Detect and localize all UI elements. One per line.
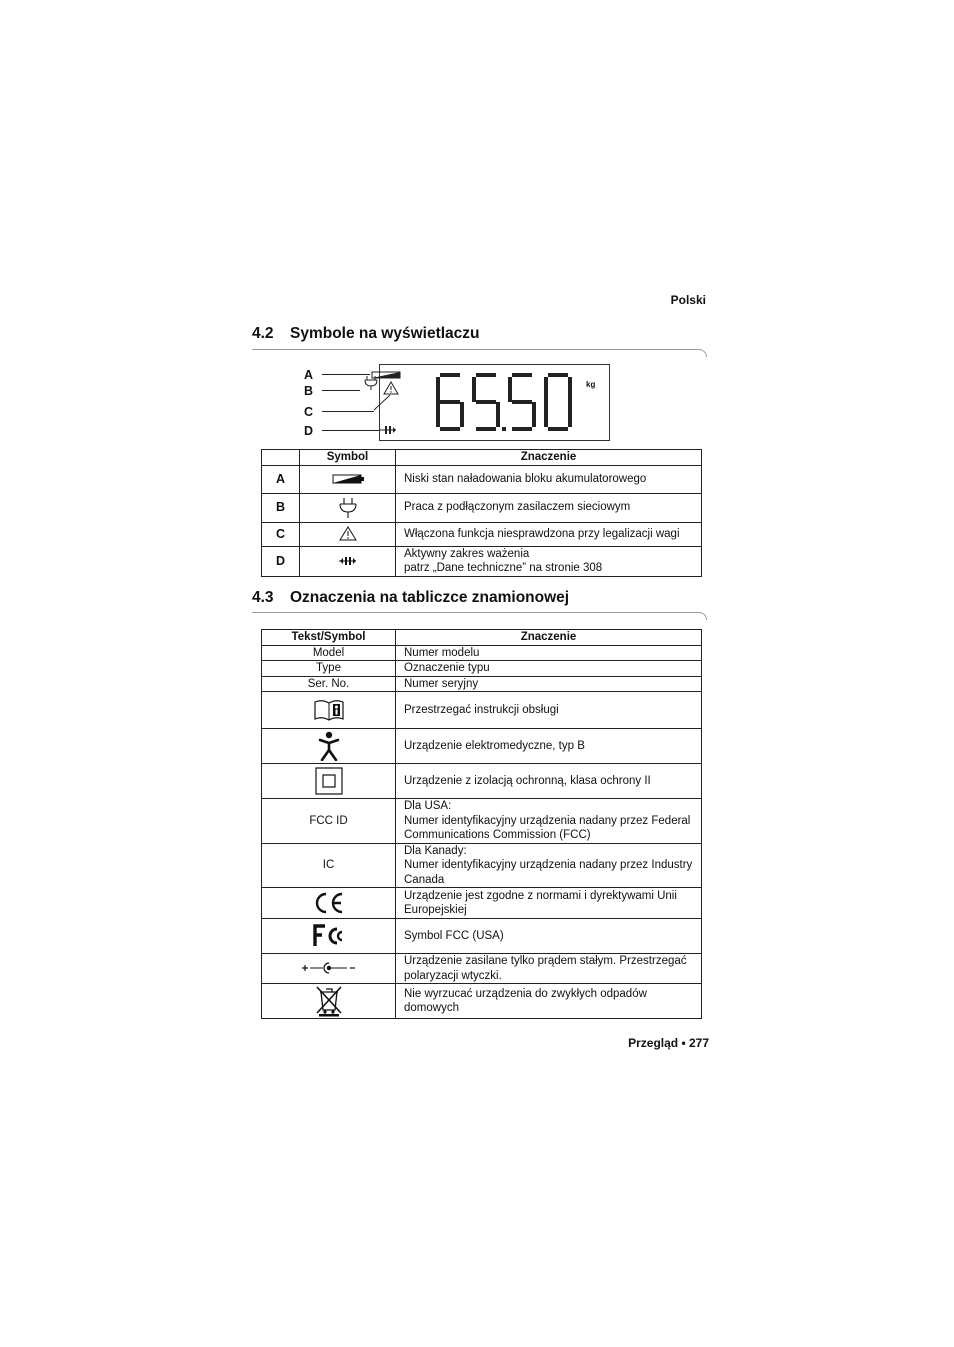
unit-label: kg: [586, 380, 596, 389]
instruction-manual-icon: [262, 692, 396, 729]
lcd-segment: [548, 373, 568, 377]
display-label-b: B: [304, 384, 314, 398]
language-label: Polski: [670, 293, 706, 307]
row-meaning: Numer seryjny: [396, 676, 702, 692]
lcd-segment: [568, 402, 572, 427]
row-meaning: Urządzenie z izolacją ochronną, klasa ochrony II: [396, 764, 702, 799]
row-meaning: Niski stan naładowania bloku akumulatorowego: [396, 465, 702, 493]
table-header-row: [262, 630, 702, 646]
lcd-segment: [476, 373, 496, 377]
row-meaning: Urządzenie elektromedyczne, typ B: [396, 729, 702, 764]
section-number: 4.3: [252, 589, 274, 606]
lcd-decimal-point: [502, 427, 506, 431]
table-row: [262, 465, 702, 493]
table-row: [262, 546, 702, 576]
table-row: [262, 984, 702, 1019]
lcd-segment: [548, 427, 568, 431]
row-meaning: Nie wyrzucać urządzenia do zwykłych odpadów domowych: [396, 984, 702, 1019]
row-key: A: [262, 465, 300, 493]
section-title: Oznaczenia na tabliczce znamionowej: [290, 589, 570, 606]
section-number: 4.2: [252, 325, 274, 342]
row-meaning: Dla USA: Numer identyfikacyjny urządzenia nadany przez Federal Communications Commission (FCC): [396, 799, 702, 844]
table-row: [262, 799, 702, 844]
row-meaning: Praca z podłączonym zasilaczem sieciowym: [396, 493, 702, 522]
row-text: IC: [262, 843, 396, 888]
table-row: [262, 645, 702, 661]
section-title: Symbole na wyświetlaczu: [290, 325, 480, 342]
lcd-segment: [512, 373, 532, 377]
lcd-segment: [476, 400, 496, 404]
lcd-segment: [460, 402, 464, 427]
lcd-segment: [512, 427, 532, 431]
section-rule: [252, 349, 707, 357]
display-label-a: A: [304, 368, 314, 382]
rating-plate-table: [261, 629, 702, 1019]
lcd-segment: [472, 377, 476, 402]
leader-line-b: [322, 390, 360, 391]
column-header: Znaczenie: [396, 450, 702, 466]
ce-mark-icon: [262, 888, 396, 919]
table-row: [262, 888, 702, 919]
column-header: Tekst/Symbol: [262, 630, 396, 646]
table-row: [262, 843, 702, 888]
lcd-segment: [568, 377, 572, 402]
row-meaning: Numer modelu: [396, 645, 702, 661]
section-rule: [252, 612, 707, 620]
lcd-segment: [532, 402, 536, 427]
section-heading-4-3: [252, 589, 569, 607]
display-label-d: D: [304, 424, 314, 438]
row-meaning: Urządzenie jest zgodne z normami i dyrektywami Unii Europejskiej: [396, 888, 702, 919]
section-heading-4-2: [252, 325, 480, 343]
double-square-class-ii-icon: [262, 764, 396, 799]
display-label-c: C: [304, 405, 314, 419]
table-header-row: [262, 450, 702, 466]
row-text: FCC ID: [262, 799, 396, 844]
table-row: [262, 493, 702, 522]
table-row: [262, 522, 702, 546]
weighing-range-icon: [380, 425, 396, 435]
row-key: D: [262, 546, 300, 576]
lcd-segment: [440, 373, 460, 377]
crossed-bin-icon: [262, 984, 396, 1019]
dc-polarity-icon: [262, 954, 396, 984]
weight-reading: [434, 371, 580, 435]
lcd-segment: [436, 377, 440, 402]
mains-plug-icon: [364, 375, 378, 391]
row-meaning: Przestrzegać instrukcji obsługi: [396, 692, 702, 729]
weighing-range-icon: [300, 546, 396, 576]
lcd-segment: [476, 427, 496, 431]
lcd-segment: [508, 377, 512, 402]
column-header: Znaczenie: [396, 630, 702, 646]
row-meaning: Włączona funkcja niesprawdzona przy legalizacji wagi: [396, 522, 702, 546]
warning-triangle-icon: [300, 522, 396, 546]
row-text: Type: [262, 661, 396, 677]
mains-plug-icon: [300, 493, 396, 522]
row-meaning: Dla Kanady: Numer identyfikacyjny urządzenia nadany przez Industry Canada: [396, 843, 702, 888]
lcd-segment: [436, 402, 440, 427]
lcd-segment: [440, 400, 460, 404]
table-row: [262, 764, 702, 799]
leader-line-c: [322, 411, 374, 412]
lcd-segment: [544, 402, 548, 427]
row-meaning: Urządzenie zasilane tylko prądem stałym. Przestrzegać polaryzacji wtyczki.: [396, 954, 702, 984]
fcc-logo-icon: [262, 919, 396, 954]
table-row: [262, 729, 702, 764]
column-header: Symbol: [300, 450, 396, 466]
column-header: [262, 450, 300, 466]
table-row: [262, 919, 702, 954]
table-row: [262, 676, 702, 692]
lcd-segment: [544, 377, 548, 402]
battery-low-icon: [300, 465, 396, 493]
c-leader-diagonal: [373, 391, 403, 411]
type-b-person-icon: [262, 729, 396, 764]
row-key: C: [262, 522, 300, 546]
display-symbols-table: [261, 449, 702, 577]
leader-line-a: [322, 374, 370, 375]
lcd-segment: [512, 400, 532, 404]
row-meaning: Symbol FCC (USA): [396, 919, 702, 954]
row-key: B: [262, 493, 300, 522]
lcd-display: [379, 364, 610, 441]
row-meaning: Oznaczenie typu: [396, 661, 702, 677]
leader-line-d: [322, 430, 380, 431]
row-meaning: Aktywny zakres ważenia patrz „Dane techniczne” na stronie 308: [396, 546, 702, 576]
page-footer: Przegląd • 277: [628, 1036, 709, 1050]
table-row: [262, 692, 702, 729]
row-text: Model: [262, 645, 396, 661]
lcd-segment: [496, 402, 500, 427]
lcd-segment: [440, 427, 460, 431]
row-text: Ser. No.: [262, 676, 396, 692]
table-row: [262, 954, 702, 984]
table-row: [262, 661, 702, 677]
